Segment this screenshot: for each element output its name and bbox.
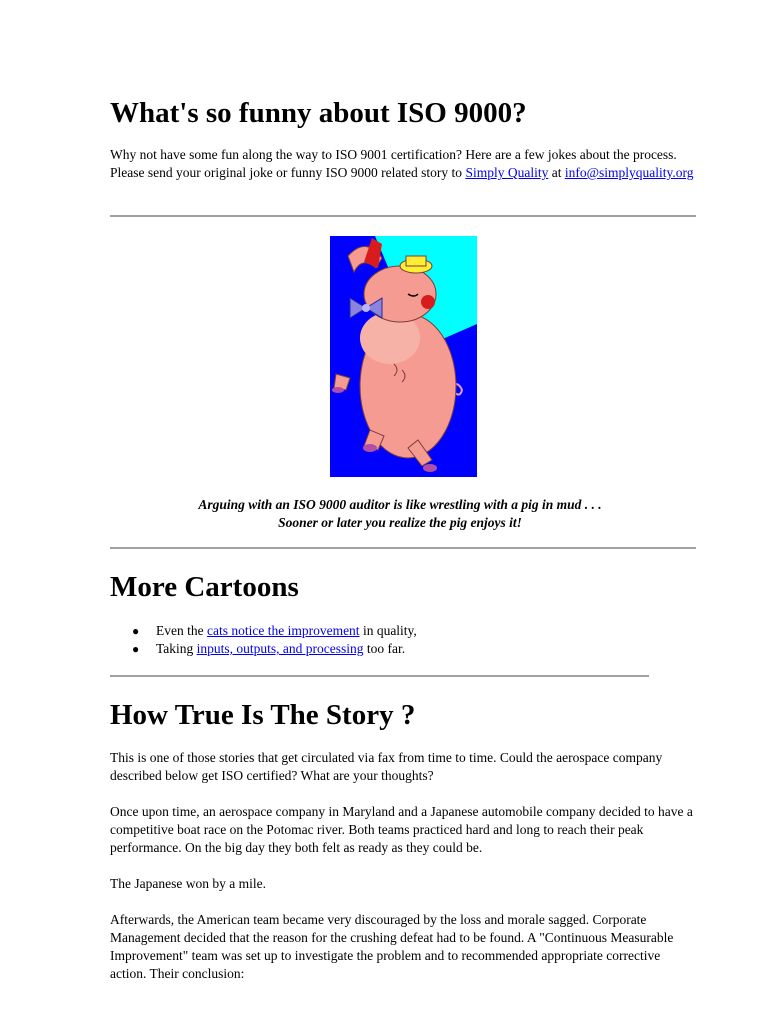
cartoon-caption-line-2: Sooner or later you realize the pig enjoys it! — [278, 515, 522, 530]
bullet-icon: ● — [132, 642, 140, 656]
email-link[interactable]: info@simplyquality.org — [564, 165, 694, 180]
divider — [110, 547, 696, 549]
inputs-outputs-link[interactable]: inputs, outputs, and processing — [196, 641, 364, 656]
cats-cartoon-link[interactable]: cats notice the improvement — [206, 623, 360, 638]
cartoon-list — [110, 622, 417, 658]
list-item: ● Taking inputs, outputs, and processing too far. — [132, 641, 406, 656]
pig-cartoon-image — [330, 236, 477, 477]
section-heading-cartoons: More Cartoons — [110, 571, 299, 603]
section-heading-story: How True Is The Story ? — [110, 699, 416, 731]
story-paragraph: The Japanese won by a mile. — [110, 876, 266, 891]
story-paragraph: This is one of those stories that get circulated via fax from time to time. Could the aerospace company described below get ISO certified? What are your thoughts? — [110, 750, 663, 783]
list-item: ● Even the cats notice the improvement in quality, — [132, 623, 417, 638]
intro-text: Why not have some fun along the way to ISO 9001 certification? Here are a few jokes about the process. Please send your original joke or funny ISO 9000 related story to — [110, 147, 677, 180]
intro-paragraph — [110, 146, 696, 182]
divider — [110, 215, 696, 217]
cartoon-caption-line-1: Arguing with an ISO 9000 auditor is like wrestling with a pig in mud . . . — [198, 497, 602, 512]
simply-quality-link[interactable]: Simply Quality — [465, 165, 549, 180]
story-paragraph: Afterwards, the American team became very discouraged by the loss and morale sagged. Corporate Management decided that the reason for the crushing defeat had to be found. A "Continuous Measurable Improvement" team was set up to investigate the problem and to recommended appropriate corrective action. Their conclusion: — [110, 912, 674, 981]
divider — [110, 675, 649, 677]
page-title: What's so funny about ISO 9000? — [110, 97, 527, 129]
intro-text-at: at — [548, 165, 565, 180]
bullet-icon: ● — [132, 624, 140, 638]
story-paragraph: Once upon time, an aerospace company in Maryland and a Japanese automobile company decided to have a competitive boat race on the Potomac river. Both teams practiced hard and long to reach their peak performance. On the big day they both felt as ready as they could be. — [110, 804, 693, 855]
